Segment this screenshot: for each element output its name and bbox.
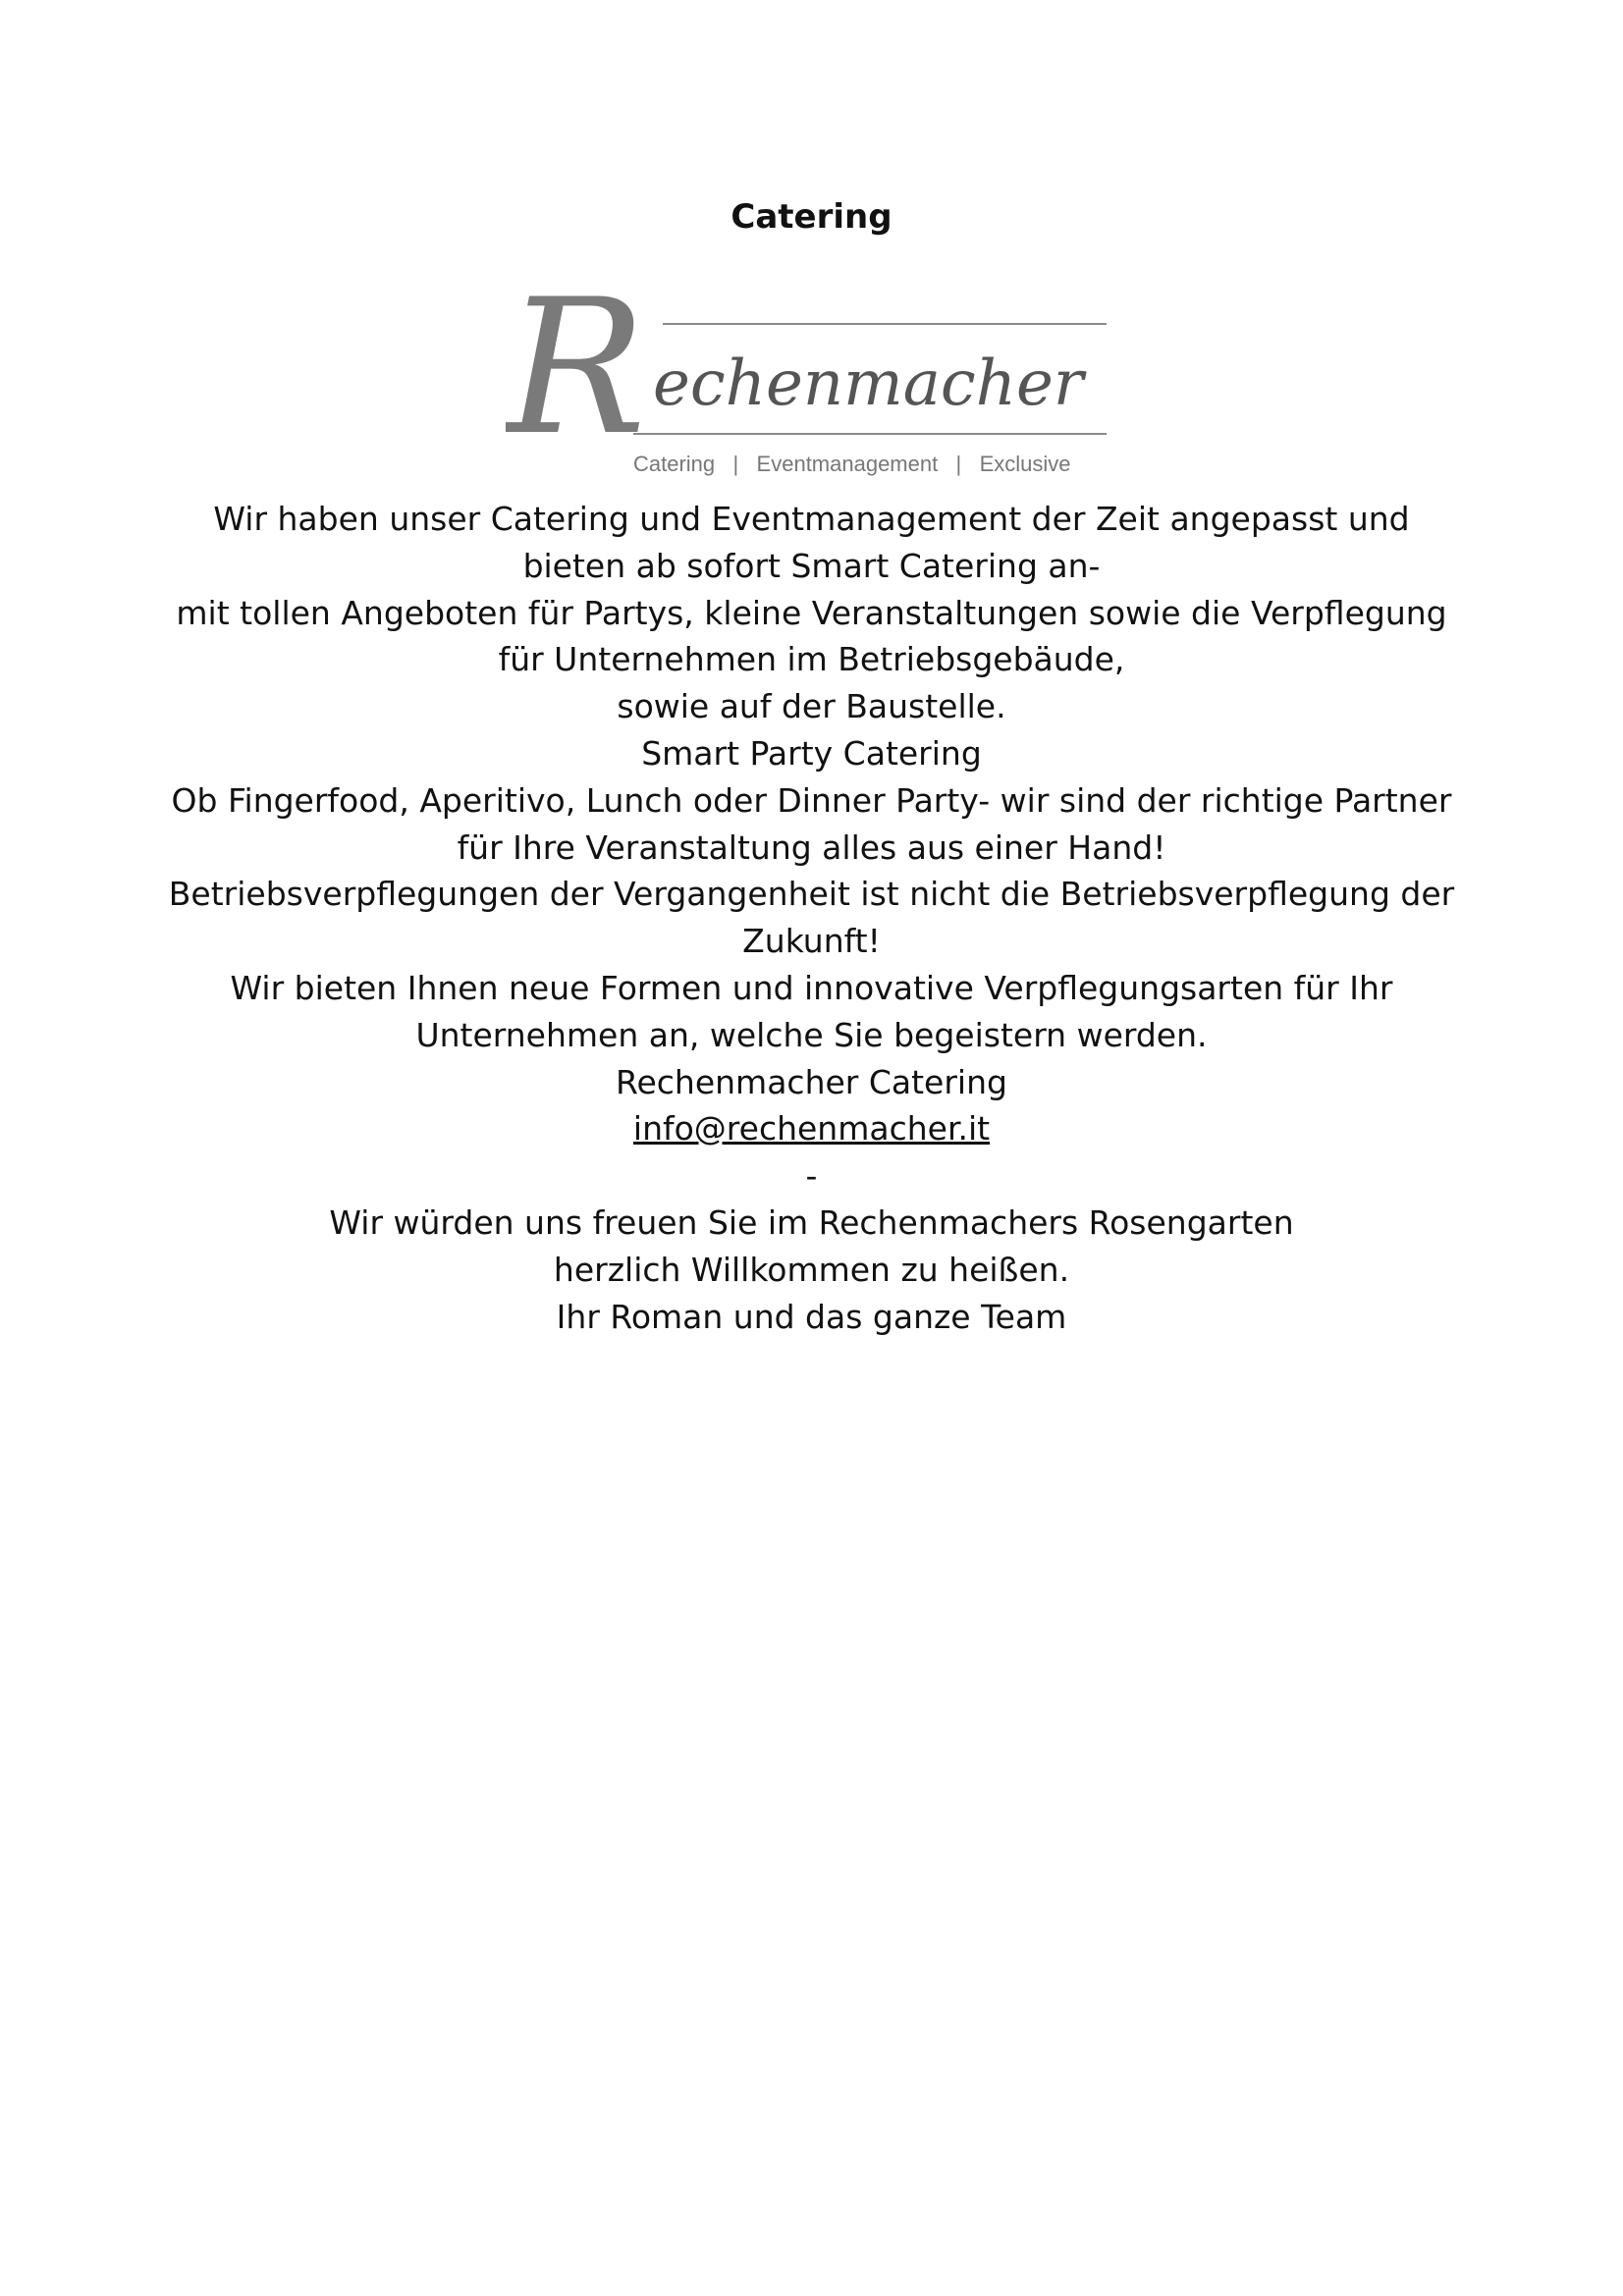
body-line: Wir bieten Ihnen neue Formen und innovative Verpflegungsarten für Ihr bbox=[230, 968, 1393, 1007]
body-line: Zukunft! bbox=[742, 922, 881, 961]
body-text bbox=[137, 496, 1486, 1340]
logo-initial: R bbox=[506, 259, 647, 476]
body-line: Unternehmen an, welche Sie begeistern werden. bbox=[415, 1015, 1208, 1054]
email-link[interactable]: info@rechenmacher.it bbox=[632, 1109, 991, 1148]
body-line: - bbox=[805, 1156, 818, 1196]
logo-tagline: Catering | Eventmanagement | Exclusive bbox=[633, 452, 1071, 476]
body-line: Betriebsverpflegungen der Vergangenheit ist nicht die Betriebsverpflegung der bbox=[168, 875, 1455, 914]
body-line: Rechenmacher Catering bbox=[616, 1062, 1007, 1101]
body-line: Smart Party Catering bbox=[641, 733, 982, 773]
body-line: für Unternehmen im Betriebsgebäude, bbox=[498, 640, 1125, 679]
body-line: mit tollen Angeboten für Partys, kleine Veranstaltungen sowie die Verpflegung bbox=[176, 593, 1447, 632]
body-line: Ihr Roman und das ganze Team bbox=[556, 1297, 1067, 1336]
body-line: Ob Fingerfood, Aperitivo, Lunch oder Dinner Party- wir sind der richtige Partner bbox=[171, 780, 1452, 820]
body-line: herzlich Willkommen zu heißen. bbox=[553, 1250, 1070, 1289]
body-line: sowie auf der Baustelle. bbox=[617, 687, 1006, 726]
body-line: bieten ab sofort Smart Catering an- bbox=[522, 546, 1101, 585]
logo-wordmark: echenmacher bbox=[653, 347, 1084, 420]
body-line: Wir haben unser Catering und Eventmanagement der Zeit angepasst und bbox=[213, 500, 1410, 538]
rechenmacher-logo bbox=[506, 257, 1114, 483]
page-title: Catering bbox=[730, 197, 893, 237]
body-line: für Ihre Veranstaltung alles aus einer Hand! bbox=[457, 828, 1166, 867]
body-line: Wir würden uns freuen Sie im Rechenmachers Rosengarten bbox=[329, 1202, 1294, 1242]
